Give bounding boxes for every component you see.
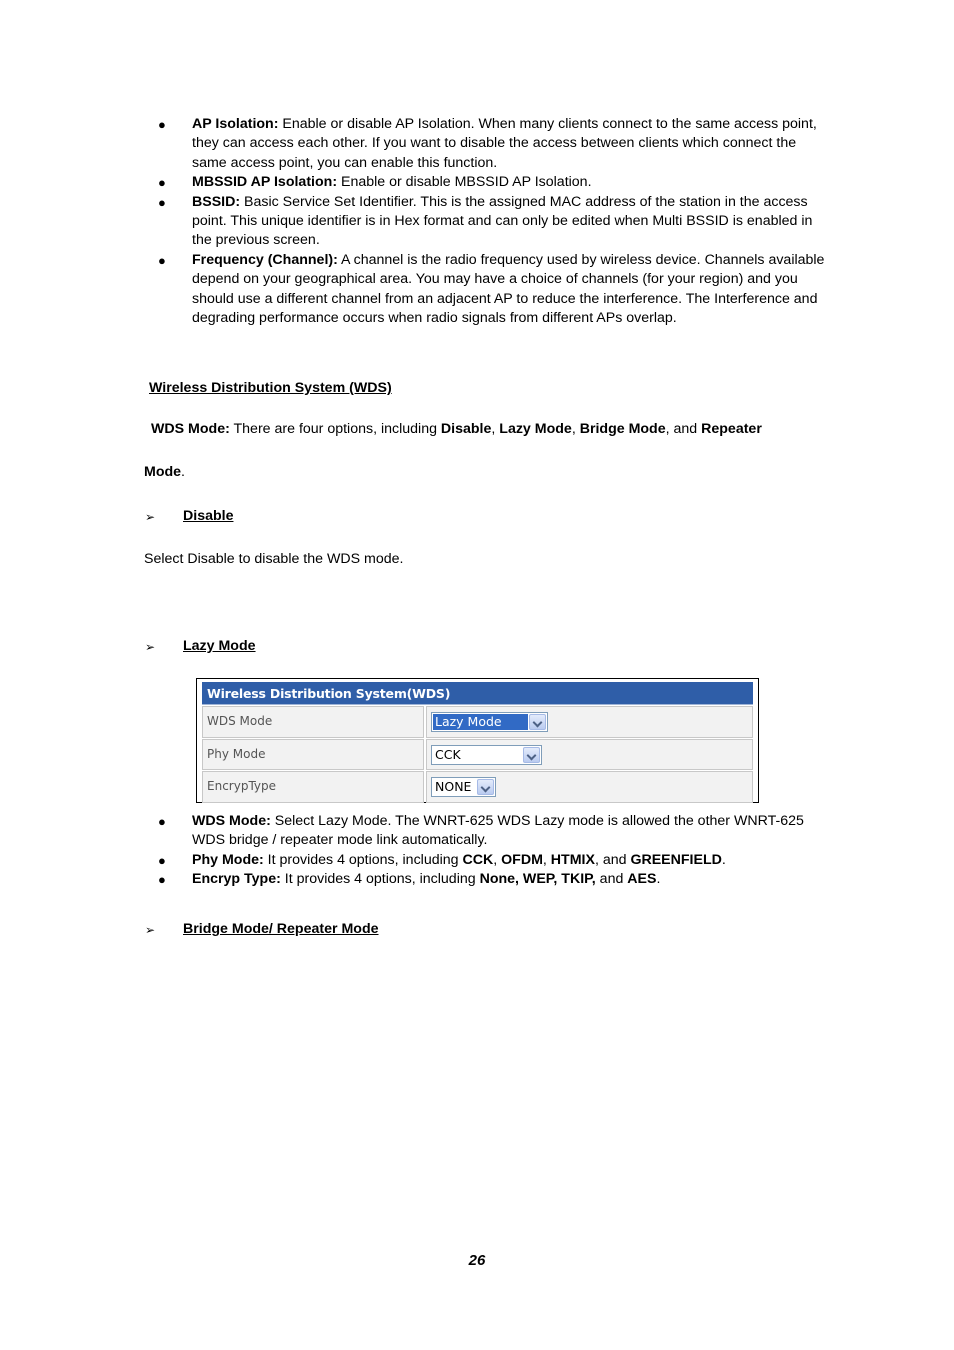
term: WDS Mode:: [192, 813, 271, 829]
selected-value: NONE: [435, 779, 472, 794]
description: Enable or disable AP Isolation. When many clients connect to the same access point, they can access each other. If you want to disable the access between clients which connect the same access point, you can enable this function.: [192, 116, 817, 171]
option: OFDM: [501, 851, 543, 868]
list-item: [156, 115, 826, 173]
wds-settings-panel: [196, 678, 759, 803]
bullet-icon: ●: [158, 814, 166, 829]
description: A channel is the radio frequency used by wireless device. Channels available depend on your geographical area. You may have a choice of channels (for your region) and you should use a different channel from an adjacent AP to reduce the interference. The Interference and degrading performance occurs when radio signals from different APs overlap.: [192, 251, 825, 327]
wds-mode-select[interactable]: [431, 712, 548, 732]
arrow-icon: ➢: [145, 510, 156, 524]
term: BSSID:: [192, 193, 241, 210]
description: Enable or disable MBSSID AP Isolation.: [337, 174, 592, 191]
period: .: [721, 851, 726, 868]
bullet-icon: ●: [158, 175, 166, 191]
bullet-icon: ●: [158, 194, 166, 210]
list-item: [156, 851, 826, 870]
option-repeater: Repeater: [701, 421, 762, 437]
panel-title: Wireless Distribution System(WDS): [202, 682, 753, 705]
option-bridge: Bridge Mode: [579, 421, 666, 437]
lazy-mode-list: [156, 812, 826, 890]
description: It provides 4 options, including: [263, 851, 463, 868]
option: AES: [627, 871, 657, 888]
bridge-heading: Bridge Mode/ Repeater Mode: [183, 921, 379, 937]
wds-intro-cont: [144, 463, 185, 482]
list-item: [156, 193, 826, 251]
separator: , and: [665, 421, 702, 437]
selected-value: Lazy Mode: [433, 714, 528, 730]
encryp-type-label: EncrypType: [202, 771, 424, 803]
separator: ,: [571, 421, 580, 437]
period: .: [181, 464, 185, 480]
wds-intro: [151, 420, 762, 439]
encryp-type-row: [202, 771, 753, 803]
chevron-down-icon[interactable]: [523, 747, 540, 763]
separator: ,: [542, 851, 551, 868]
bullet-icon: ●: [158, 252, 166, 268]
separator: ,: [491, 421, 500, 437]
option-mode: Mode: [144, 464, 182, 480]
separator: , and: [594, 851, 631, 868]
list-item: [156, 173, 826, 192]
page-number: 26: [468, 1252, 486, 1269]
bullet-icon: ●: [158, 872, 166, 888]
description: Basic Service Set Identifier. This is the assigned MAC address of the station in the access point. This unique identifier is in Hex format and can only be edited when Multi BSSID is enabled in the previous screen.: [192, 193, 813, 249]
term: MBSSID AP Isolation:: [192, 174, 338, 191]
term: WDS Mode:: [151, 421, 230, 437]
option: None, WEP, TKIP,: [479, 871, 596, 888]
term: Frequency (Channel):: [192, 251, 338, 268]
phy-mode-row: [202, 739, 753, 771]
separator: ,: [493, 851, 502, 868]
option: HTMIX: [550, 851, 595, 868]
arrow-icon: ➢: [145, 640, 156, 654]
option: CCK: [462, 851, 494, 868]
list-item: [156, 870, 826, 889]
encryp-type-select[interactable]: [431, 777, 496, 797]
separator: and: [595, 871, 628, 888]
bullet-icon: ●: [158, 117, 166, 132]
list-item: [156, 812, 826, 851]
description: It provides 4 options, including: [280, 871, 480, 888]
option-lazy: Lazy Mode: [499, 421, 572, 437]
section-title: Wireless Distribution System (WDS): [149, 380, 392, 396]
description: Select Lazy Mode. The WNRT-625 WDS Lazy mode is allowed the other WNRT-625 WDS bridge / repeater mode link automatically.: [192, 813, 804, 849]
chevron-down-icon[interactable]: [477, 779, 494, 795]
option-disable: Disable: [440, 421, 492, 437]
intro-text: There are four options, including: [229, 421, 441, 437]
phy-mode-select[interactable]: [431, 745, 542, 765]
bullet-icon: ●: [158, 852, 166, 868]
wds-mode-label: WDS Mode: [202, 706, 424, 738]
disable-heading: Disable: [183, 508, 234, 524]
term: Encryp Type:: [192, 871, 281, 888]
selected-value: CCK: [435, 746, 461, 762]
term: AP Isolation:: [192, 116, 279, 132]
disable-text: Select Disable to disable the WDS mode.: [144, 551, 404, 567]
list-item: [156, 251, 826, 329]
option: GREENFIELD: [630, 851, 722, 868]
phy-mode-label: Phy Mode: [202, 739, 424, 771]
period: .: [656, 871, 661, 888]
feature-list: [156, 115, 826, 328]
lazy-heading: Lazy Mode: [183, 638, 256, 654]
term: Phy Mode:: [192, 851, 264, 868]
chevron-down-icon[interactable]: [529, 714, 546, 730]
wds-mode-row: [202, 706, 753, 738]
arrow-icon: ➢: [145, 923, 156, 937]
